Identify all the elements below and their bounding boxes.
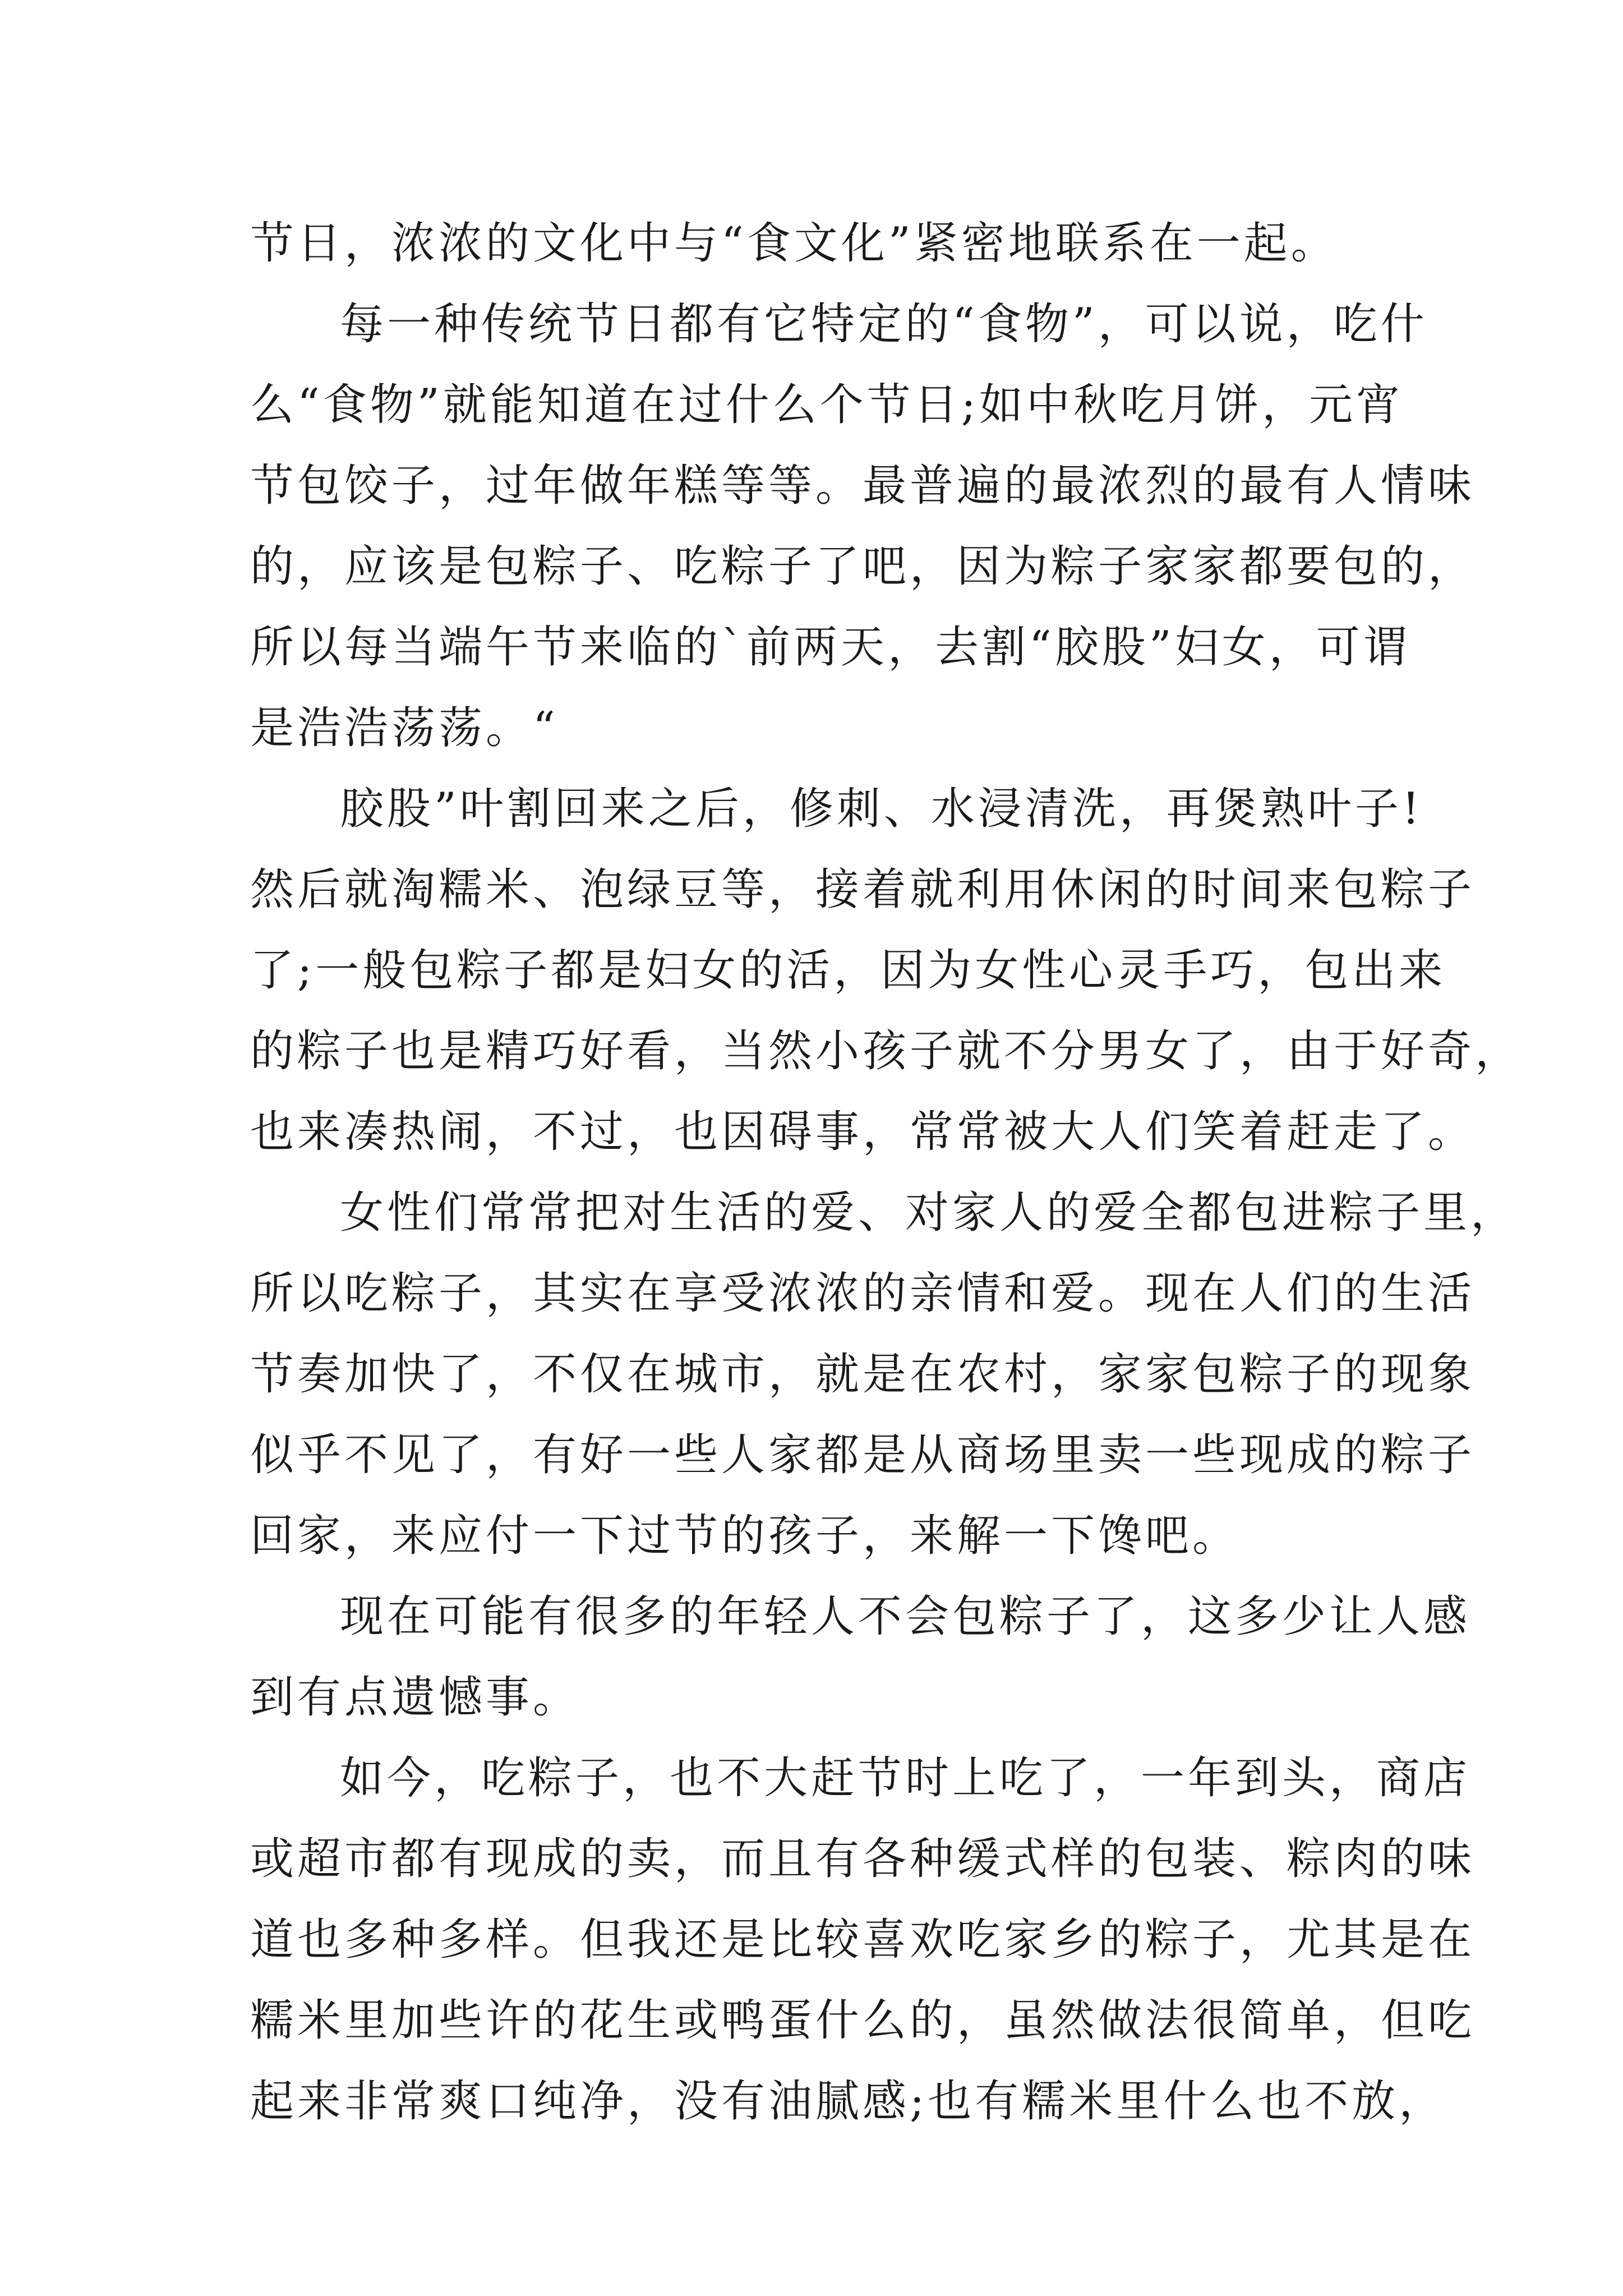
text-line: 现在可能有很多的年轻人不会包粽子了，这多少让人感	[340, 1591, 1471, 1642]
text-line: 然后就淘糯米、泡绿豆等，接着就利用休闲的时间来包粽子	[250, 864, 1476, 915]
text-line: 如今，吃粽子，也不大赶节时上吃了，一年到头，商店	[340, 1753, 1471, 1803]
text-line: 起来非常爽口纯净，没有油腻感;也有糯米里什么也不放，	[250, 2076, 1446, 2127]
text-line: 么“食物”就能知道在过什么个节日;如中秋吃月饼，元宵	[250, 380, 1404, 430]
text-line: 回家，来应付一下过节的孩子，来解一下馋吧。	[250, 1511, 1240, 1561]
text-line: 的，应该是包粽子、吃粽子了吧，因为粽子家家都要包的，	[250, 541, 1476, 592]
text-line: 节奏加快了，不仅在城市，就是在农村，家家包粽子的现象	[250, 1349, 1476, 1400]
text-line: 节包饺子，过年做年糕等等。最普遍的最浓烈的最有人情味	[250, 461, 1476, 511]
text-line: 糯米里加些许的花生或鸭蛋什么的，虽然做法很简单，但吃	[250, 1995, 1476, 2046]
body-text	[250, 203, 1523, 2142]
text-line: 到有点遗憾事。	[250, 1672, 580, 1723]
text-line: 的粽子也是精巧好看，当然小孩子就不分男女了，由于好奇，	[250, 1026, 1523, 1076]
text-line: 或超市都有现成的卖，而且有各种缓式样的包装、粽肉的味	[250, 1834, 1476, 1884]
text-line: 女性们常常把对生活的爱、对家人的爱全都包进粽子里，	[340, 1188, 1518, 1238]
text-line: 所以吃粽子，其实在享受浓浓的亲情和爱。现在人们的生活	[250, 1268, 1476, 1319]
text-line: 是浩浩荡荡。“	[250, 703, 559, 753]
text-line: 似乎不见了，有好一些人家都是从商场里卖一些现成的粽子	[250, 1430, 1476, 1480]
text-line: 所以每当端午节来临的`前两天，去割“胶股”妇女，可谓	[250, 622, 1410, 673]
text-line: 也来凑热闹，不过，也因碍事，常常被大人们笑着赶走了。	[250, 1107, 1476, 1157]
text-line: 每一种传统节日都有它特定的“食物”，可以说，吃什	[340, 299, 1428, 349]
text-line: 了;一般包粽子都是妇女的活，因为女性心灵手巧，包出来	[250, 945, 1446, 996]
text-line: 节日，浓浓的文化中与“食文化”紧密地联系在一起。	[250, 218, 1338, 269]
text-line: 道也多种多样。但我还是比较喜欢吃家乡的粽子，尤其是在	[250, 1915, 1476, 1965]
text-line: 胶股”叶割回来之后，修刺、水浸清洗，再煲熟叶子!	[340, 784, 1423, 834]
